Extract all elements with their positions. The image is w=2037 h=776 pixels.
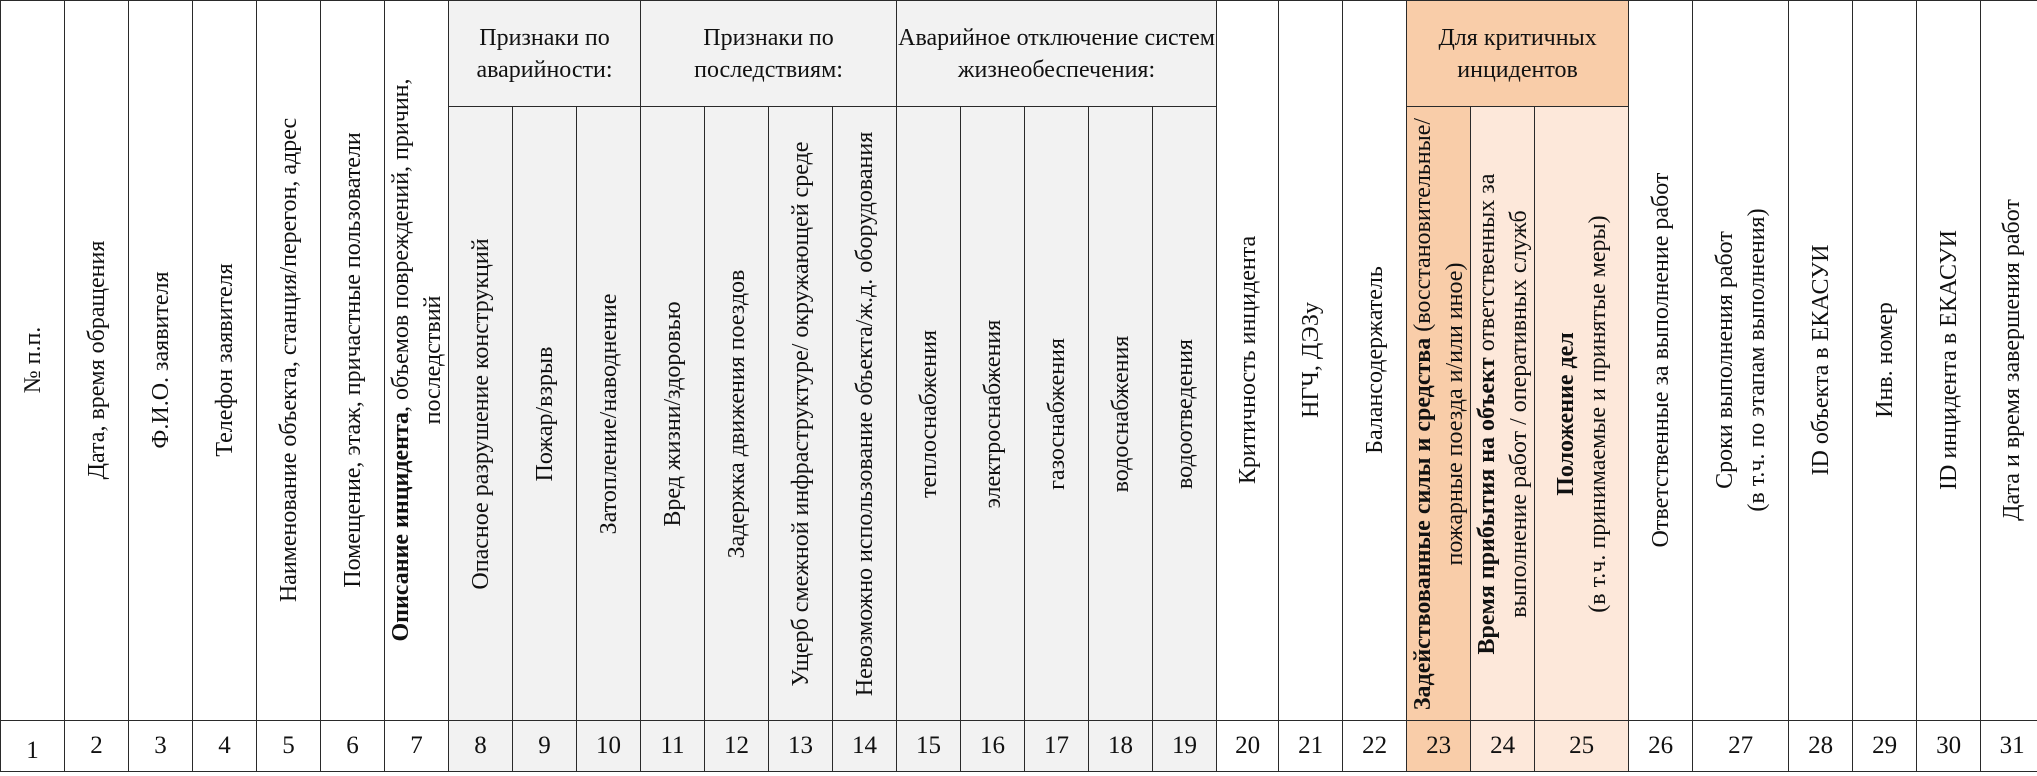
group-life-support-label: Аварийное отключение систем жизнеобеспечения: <box>898 24 1215 83</box>
col-header-9 <box>513 107 577 721</box>
col-header-25-rest: (в т.ч. принимаемые и принятые меры) <box>1584 214 1611 613</box>
col-header-24-rest: ответственных за выполнение работ / оперативных служб <box>1473 173 1532 618</box>
col-header-21 <box>1279 1 1343 721</box>
col-header-7-bold: Описание инцидента <box>387 412 414 642</box>
col-header-30-text: ID инцидента в ЕКАСУИ <box>1935 230 1962 491</box>
col-header-17 <box>1025 107 1089 721</box>
col-number-23: 23 <box>1407 720 1471 771</box>
col-number-31: 31 <box>1981 720 2037 771</box>
col-header-27-line2: (в т.ч. по этапам выполнения) <box>1743 208 1770 513</box>
col-number-28: 28 <box>1789 720 1853 771</box>
col-number-25: 25 <box>1535 720 1629 771</box>
col-number-8: 8 <box>449 720 513 771</box>
col-number-24: 24 <box>1471 720 1535 771</box>
col-header-19-text: водоотведения <box>1171 338 1198 489</box>
col-header-23-bold: Задействованные силы и средства <box>1409 337 1436 710</box>
col-header-30 <box>1917 1 1981 721</box>
col-header-23 <box>1407 107 1471 721</box>
col-number-3: 3 <box>129 720 193 771</box>
col-header-27-text <box>1709 60 1773 660</box>
col-header-29-text: Инв. номер <box>1871 302 1898 419</box>
col-header-28 <box>1789 1 1853 721</box>
col-header-26 <box>1629 1 1693 721</box>
col-header-16 <box>961 107 1025 721</box>
col-header-12 <box>705 107 769 721</box>
col-number-14: 14 <box>833 720 897 771</box>
col-header-1-text: № п.п. <box>19 327 46 394</box>
col-header-2-text: Дата, время обращения <box>83 241 110 480</box>
col-header-10-text: Затопление/наводнение <box>595 293 622 534</box>
col-number-12: 12 <box>705 720 769 771</box>
col-header-22 <box>1343 1 1407 721</box>
col-header-3-text: Ф.И.О. заявителя <box>147 271 174 450</box>
group-life-support <box>897 1 1217 107</box>
col-header-15-text: теплоснабжения <box>915 329 942 498</box>
col-number-16: 16 <box>961 720 1025 771</box>
col-header-18-text: водоснабжения <box>1107 335 1134 492</box>
col-header-13 <box>769 107 833 721</box>
col-header-13-text: Ущерб смежной инфраструктуре/ окружающей среде <box>787 141 814 686</box>
group-consequences-label: Признаки по последствиям: <box>694 24 843 83</box>
col-header-11-text: Вред жизни/здоровью <box>659 300 686 527</box>
col-header-21-text: НГЧ, ДЭЗу <box>1297 302 1324 419</box>
col-header-7 <box>385 1 449 721</box>
col-header-9-text: Пожар/взрыв <box>531 346 558 481</box>
col-header-22-text: Балансодержатель <box>1361 266 1388 455</box>
col-header-23-text <box>1407 114 1471 714</box>
col-header-10 <box>577 107 641 721</box>
col-header-4-text: Телефон заявителя <box>211 263 238 458</box>
col-number-5: 5 <box>257 720 321 771</box>
col-number-18: 18 <box>1089 720 1153 771</box>
col-header-14-text: Невозможно использование объекта/ж.д. оборудования <box>851 131 878 696</box>
col-header-31-text: Дата и время завершения работ <box>1999 199 2026 522</box>
col-number-22: 22 <box>1343 720 1407 771</box>
group-critical <box>1407 1 1629 107</box>
col-number-19: 19 <box>1153 720 1217 771</box>
col-header-2 <box>65 1 129 721</box>
col-header-15 <box>897 107 961 721</box>
col-header-26-text: Ответственные за выполнение работ <box>1647 173 1674 548</box>
col-header-28-text: ID объекта в ЕКАСУИ <box>1807 244 1834 476</box>
col-header-31 <box>1981 1 2037 721</box>
col-header-11 <box>641 107 705 721</box>
col-number-1-text: 1 <box>26 736 39 764</box>
col-header-23-rest: (восстановительные/пожарные поезда и/или иное) <box>1409 117 1468 565</box>
col-header-25 <box>1535 107 1629 721</box>
col-header-14 <box>833 107 897 721</box>
col-number-10: 10 <box>577 720 641 771</box>
col-header-5 <box>257 1 321 721</box>
col-number-15: 15 <box>897 720 961 771</box>
col-number-1 <box>1 720 65 771</box>
col-number-13: 13 <box>769 720 833 771</box>
col-header-24-text <box>1471 114 1535 714</box>
col-header-12-text: Задержка движения поездов <box>723 269 750 558</box>
col-header-20-text: Критичность инцидента <box>1234 236 1261 485</box>
col-header-18 <box>1089 107 1153 721</box>
col-header-27 <box>1693 1 1789 721</box>
col-number-30: 30 <box>1917 720 1981 771</box>
col-header-25-text <box>1550 114 1614 714</box>
col-number-11: 11 <box>641 720 705 771</box>
col-number-7: 7 <box>385 720 449 771</box>
group-critical-label: Для критичных инцидентов <box>1438 24 1597 83</box>
col-number-26: 26 <box>1629 720 1693 771</box>
col-number-29: 29 <box>1853 720 1917 771</box>
group-accident-label: Признаки по аварийности: <box>476 24 613 83</box>
col-header-24-bold: Время прибытия на объект <box>1473 356 1500 654</box>
col-number-27: 27 <box>1693 720 1789 771</box>
col-number-4: 4 <box>193 720 257 771</box>
col-header-5-text: Наименование объекта, станция/перегон, адрес <box>275 118 302 603</box>
col-number-9: 9 <box>513 720 577 771</box>
col-number-2: 2 <box>65 720 129 771</box>
col-header-6-text: Помещение, этаж, причастные пользователи <box>339 132 366 589</box>
col-header-7-text <box>385 60 449 660</box>
group-consequences <box>641 1 897 107</box>
col-header-8-text: Опасное разрушение конструкций <box>467 237 494 590</box>
col-header-19 <box>1153 107 1217 721</box>
col-header-27-line1: Сроки выполнения работ <box>1711 231 1738 490</box>
col-number-20: 20 <box>1217 720 1279 771</box>
col-header-16-text: электроснабжения <box>979 319 1006 508</box>
col-header-20 <box>1217 1 1279 721</box>
col-header-24 <box>1471 107 1535 721</box>
col-number-17: 17 <box>1025 720 1089 771</box>
col-header-1 <box>1 1 65 721</box>
col-header-4 <box>193 1 257 721</box>
col-header-25-bold: Положение дел <box>1552 331 1579 496</box>
col-header-7-rest: , объемов повреждений, причин, последствий <box>387 78 446 425</box>
col-header-17-text: газоснабжения <box>1043 337 1070 490</box>
group-accident <box>449 1 641 107</box>
col-header-8 <box>449 107 513 721</box>
col-header-29 <box>1853 1 1917 721</box>
col-number-6: 6 <box>321 720 385 771</box>
col-header-3 <box>129 1 193 721</box>
col-header-6 <box>321 1 385 721</box>
col-number-21: 21 <box>1279 720 1343 771</box>
